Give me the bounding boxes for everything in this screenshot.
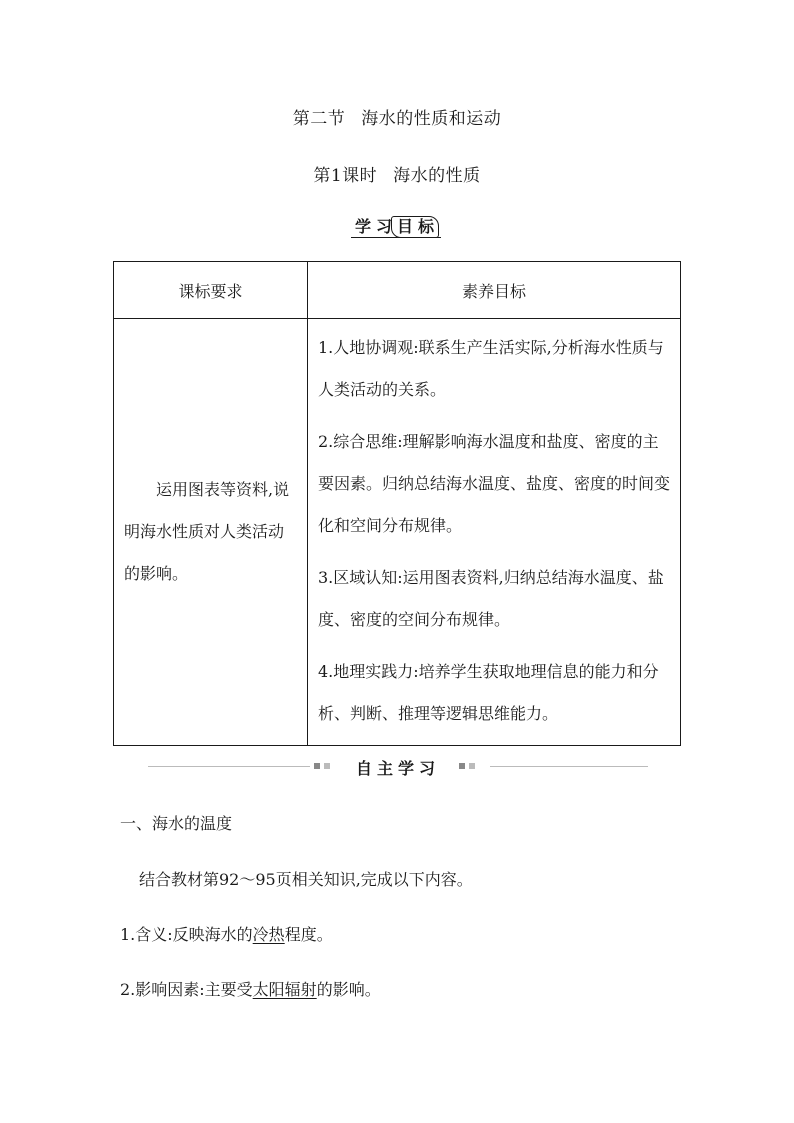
badge-text: 学习目标 bbox=[355, 217, 440, 236]
divider-line-right bbox=[490, 766, 648, 767]
requirement-text: 运用图表等资料,说明海水性质对人类活动的影响。 bbox=[124, 480, 290, 583]
divider-label: 自主学习 bbox=[355, 759, 440, 778]
lesson-title bbox=[0, 161, 794, 186]
answer-blank: 冷热 bbox=[252, 925, 285, 944]
lesson-name: 海水的性质 bbox=[393, 166, 481, 186]
section-number: 第二节 bbox=[292, 109, 346, 129]
divider-square bbox=[459, 763, 465, 769]
divider-line-left bbox=[148, 766, 310, 767]
section-intro: 结合教材第92～95页相关知识,完成以下内容。 bbox=[139, 870, 473, 889]
item-suffix: 的影响。 bbox=[316, 980, 381, 999]
section-heading: 一、海水的温度 bbox=[120, 814, 233, 833]
header-standard: 课标要求 bbox=[114, 262, 308, 319]
header-competency: 素养目标 bbox=[308, 262, 681, 319]
section-name: 海水的性质和运动 bbox=[361, 109, 502, 129]
divider-square bbox=[469, 763, 475, 769]
goal-item: 2.综合思维:理解影响海水温度和盐度、密度的主要因素。归纳总结海水温度、盐度、密度的时间变化和空间分布规律。 bbox=[318, 432, 671, 535]
badge-underline bbox=[351, 237, 441, 238]
table-header-row bbox=[114, 262, 681, 319]
goals-table bbox=[113, 261, 681, 746]
goals-cell bbox=[308, 319, 681, 746]
goal-item: 4.地理实践力:培养学生获取地理信息的能力和分析、判断、推理等逻辑思维能力。 bbox=[318, 662, 659, 723]
goal-item: 1.人地协调观:联系生产生活实际,分析海水性质与人类活动的关系。 bbox=[318, 338, 664, 399]
lesson-number: 第1课时 bbox=[313, 166, 378, 186]
section-title bbox=[0, 104, 794, 129]
list-item bbox=[120, 977, 381, 1000]
goal-item: 3.区域认知:运用图表资料,归纳总结海水温度、盐度、密度的空间分布规律。 bbox=[318, 568, 664, 629]
answer-blank: 太阳辐射 bbox=[252, 980, 317, 999]
item-prefix: 2.影响因素:主要受 bbox=[120, 980, 253, 999]
divider-square bbox=[324, 763, 330, 769]
item-suffix: 程度。 bbox=[284, 925, 333, 944]
table-row bbox=[114, 319, 681, 746]
requirement-cell bbox=[114, 319, 308, 746]
learning-goals-badge bbox=[351, 212, 443, 238]
list-item bbox=[120, 922, 333, 945]
item-prefix: 1.含义:反映海水的 bbox=[120, 925, 253, 944]
divider-square bbox=[314, 763, 320, 769]
self-study-divider bbox=[148, 756, 648, 778]
